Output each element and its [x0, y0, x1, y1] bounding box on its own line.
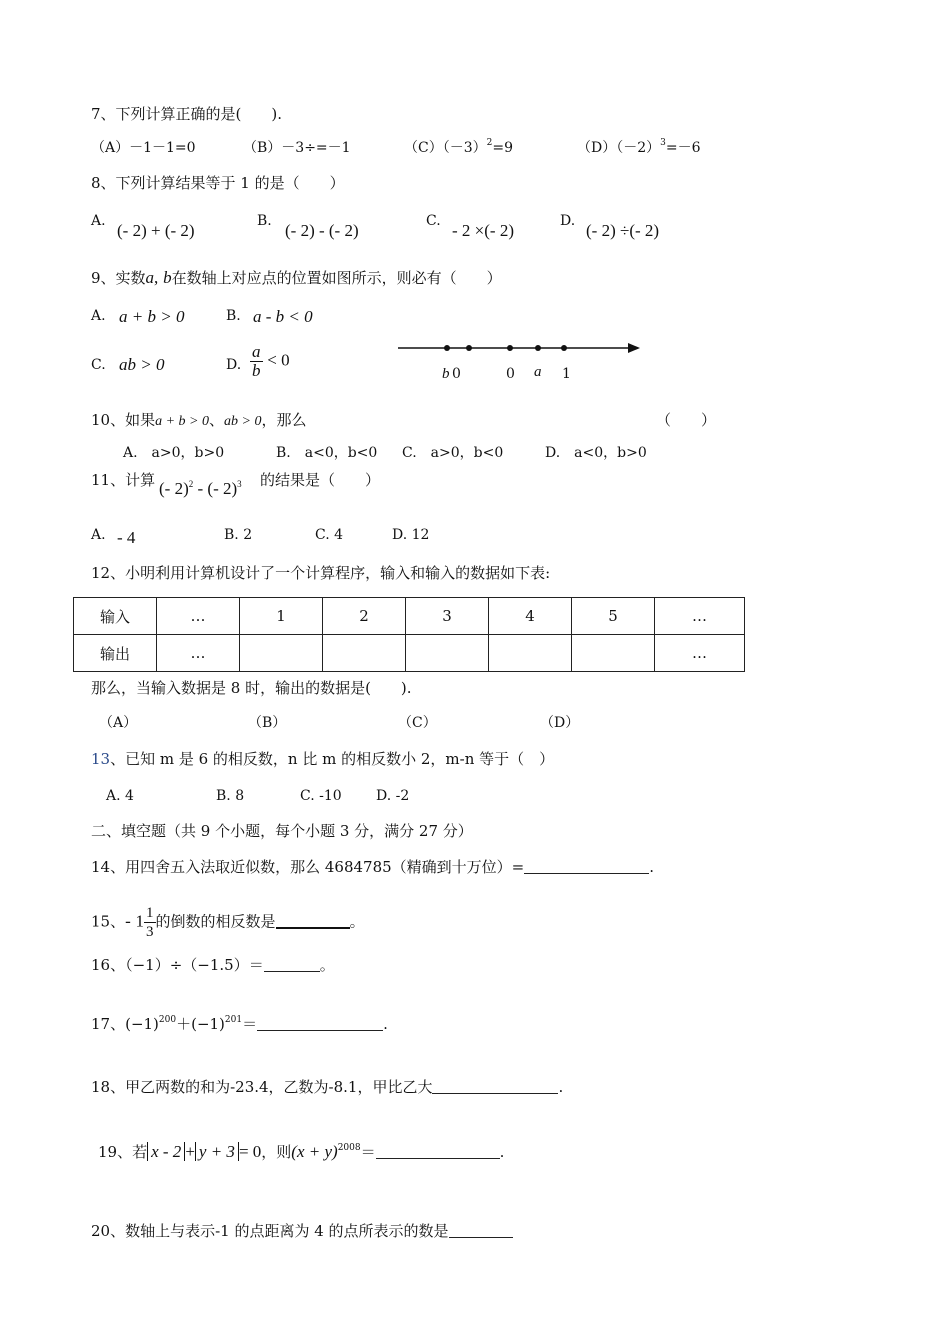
- q13-option-c: C. -10: [300, 788, 342, 804]
- q12-option-d: （D）: [540, 715, 580, 731]
- q9-stem: 9、实数a, b在数轴上对应点的位置如图所示，则必有（ ）: [91, 268, 502, 287]
- q9-label-c: C.: [91, 357, 106, 373]
- table-cell: …: [655, 598, 745, 635]
- q8-expr-b: (- 2) - (- 2): [285, 221, 359, 240]
- q9-label-a: A.: [91, 308, 106, 324]
- q20-line: 20、数轴上与表示-1 的点距离为 4 的点所表示的数是: [91, 1221, 513, 1241]
- q7-option-b: （B）－3÷=－1: [243, 140, 351, 156]
- point-zero: [507, 345, 513, 351]
- axis-label-zero: 0: [506, 366, 515, 382]
- q17-answer-blank[interactable]: [257, 1016, 383, 1031]
- q8-label-c: C.: [426, 213, 441, 229]
- q8-label-b: B.: [257, 213, 272, 229]
- section-heading: 二、填空题（共 9 个小题，每个小题 3 分，满分 27 分）: [91, 822, 473, 840]
- table-cell: [489, 635, 572, 672]
- axis-arrow: [628, 343, 640, 353]
- q8-expr-d: (- 2) ÷(- 2): [586, 221, 660, 240]
- q10-option-b: B. a<0，b<0: [276, 445, 378, 461]
- axis-label-b0: 0: [452, 366, 461, 382]
- table-cell: …: [655, 635, 745, 672]
- q8-label-d: D.: [560, 213, 576, 229]
- table-cell: [240, 635, 323, 672]
- q12-option-a: （A）: [99, 715, 138, 731]
- q9-fraction: $\frac{a}{b}$: [252, 342, 261, 380]
- q11-label-a: A.: [91, 527, 106, 543]
- q13-option-b: B. 8: [216, 788, 245, 804]
- q11-option-c: C. 4: [315, 527, 344, 543]
- q14-line: 14、用四舍五入法取近似数，那么 4684785（精确到十万位）= .: [91, 858, 655, 876]
- q9-label-b: B.: [226, 308, 241, 324]
- q7-option-d: $(D)(-2)^3=-6$: [577, 138, 701, 156]
- q8-expr-a: (- 2) + (- 2): [117, 221, 195, 240]
- table-cell: 4: [489, 598, 572, 635]
- q10-stem: 10、如果a + b > 0、ab > 0，那么: [91, 411, 307, 429]
- q16-line: 16、（−1）÷（−1.5）＝ 。: [91, 956, 335, 974]
- point-a: [535, 345, 541, 351]
- q9-option-d: $\frac{a}{b}$ < 0: [252, 342, 290, 380]
- q19-line: 19、若 x - 2 + y + 3 = 0，则$(x + y)^{2008}=$ .: [98, 1142, 505, 1161]
- table-cell: 2: [323, 598, 406, 635]
- q11-stem-a: 11、计算: [91, 471, 156, 489]
- q15-fraction: $\frac{1}{3}$: [146, 905, 154, 940]
- q13-option-d: D. -2: [376, 788, 410, 804]
- q9-option-c: ab > 0: [119, 355, 165, 374]
- table-cell: …: [157, 598, 240, 635]
- q12-follow: 那么，当输入数据是 8 时，输出的数据是( ).: [91, 679, 412, 697]
- number-line-diagram: [396, 336, 646, 386]
- q20-answer-blank[interactable]: [449, 1223, 513, 1238]
- q15-answer-blank[interactable]: [276, 913, 350, 929]
- table-cell: [406, 635, 489, 672]
- q11-expression: (- 2)$^2$ - (- 2)$^3$: [159, 479, 242, 498]
- q8-expr-c: - 2 ×(- 2): [452, 221, 514, 240]
- table-cell: 1: [240, 598, 323, 635]
- q17-line: 17、$(-1)^{200}+(-1)^{201}=$ .: [91, 1015, 388, 1033]
- table-row-input: [74, 598, 745, 635]
- table-cell: 3: [406, 598, 489, 635]
- table-cell: 输出: [74, 635, 157, 672]
- q12-option-c: （C）: [398, 715, 437, 731]
- q11-stem-b: 的结果是（ ）: [260, 471, 381, 489]
- q12-option-b: （B）: [248, 715, 287, 731]
- axis-label-a: a: [534, 364, 542, 380]
- q9-option-b: a - b < 0: [253, 307, 313, 326]
- q9-label-d: D.: [226, 357, 242, 373]
- q11-option-d: D. 12: [392, 527, 430, 543]
- point-b0: [466, 345, 472, 351]
- io-table: [73, 597, 745, 672]
- q10-option-a: A. a>0，b>0: [123, 445, 225, 461]
- q10-paren: （ ）: [656, 411, 717, 429]
- q16-answer-blank[interactable]: [264, 957, 320, 972]
- q11-option-a: - 4: [117, 528, 136, 547]
- q12-stem: 12、小明利用计算机设计了一个计算程序，输入和输入的数据如下表:: [91, 564, 551, 582]
- q14-answer-blank[interactable]: [524, 859, 649, 874]
- table-cell: …: [157, 635, 240, 672]
- q10-option-d: D. a<0，b>0: [545, 445, 647, 461]
- q8-label-a: A.: [91, 213, 106, 229]
- q7-stem: 7、下列计算正确的是( ).: [91, 105, 283, 123]
- q7-option-c: $(C)(-3)^2=9$: [404, 138, 513, 156]
- q13-stem: 13、已知 m 是 6 的相反数，n 比 m 的相反数小 2，m-n 等于（ ）: [91, 750, 555, 768]
- q19-answer-blank[interactable]: [376, 1144, 500, 1159]
- q10-option-c: C. a>0，b<0: [402, 445, 504, 461]
- table-cell: 输入: [74, 598, 157, 635]
- q13-option-a: A. 4: [106, 788, 134, 804]
- q7-option-a: （A）－1－1=0: [91, 140, 196, 156]
- point-b: [444, 345, 450, 351]
- axis-label-one: 1: [562, 366, 571, 382]
- table-cell: 5: [572, 598, 655, 635]
- table-cell: [572, 635, 655, 672]
- q9-option-a: a + b > 0: [119, 307, 185, 326]
- q18-line: 18、甲乙两数的和为-23.4，乙数为-8.1，甲比乙大 .: [91, 1078, 564, 1096]
- table-cell: [323, 635, 406, 672]
- axis-label-b: b: [442, 366, 450, 382]
- point-one: [561, 345, 567, 351]
- q11-option-b: B. 2: [224, 527, 253, 543]
- q15-line: 15、- 1 $\frac{1}{3}$ 的倒数的相反数是 。: [91, 905, 365, 940]
- table-row-output: [74, 635, 745, 672]
- q8-stem: 8、下列计算结果等于 1 的是（ ）: [91, 174, 345, 192]
- q18-answer-blank[interactable]: [432, 1079, 558, 1094]
